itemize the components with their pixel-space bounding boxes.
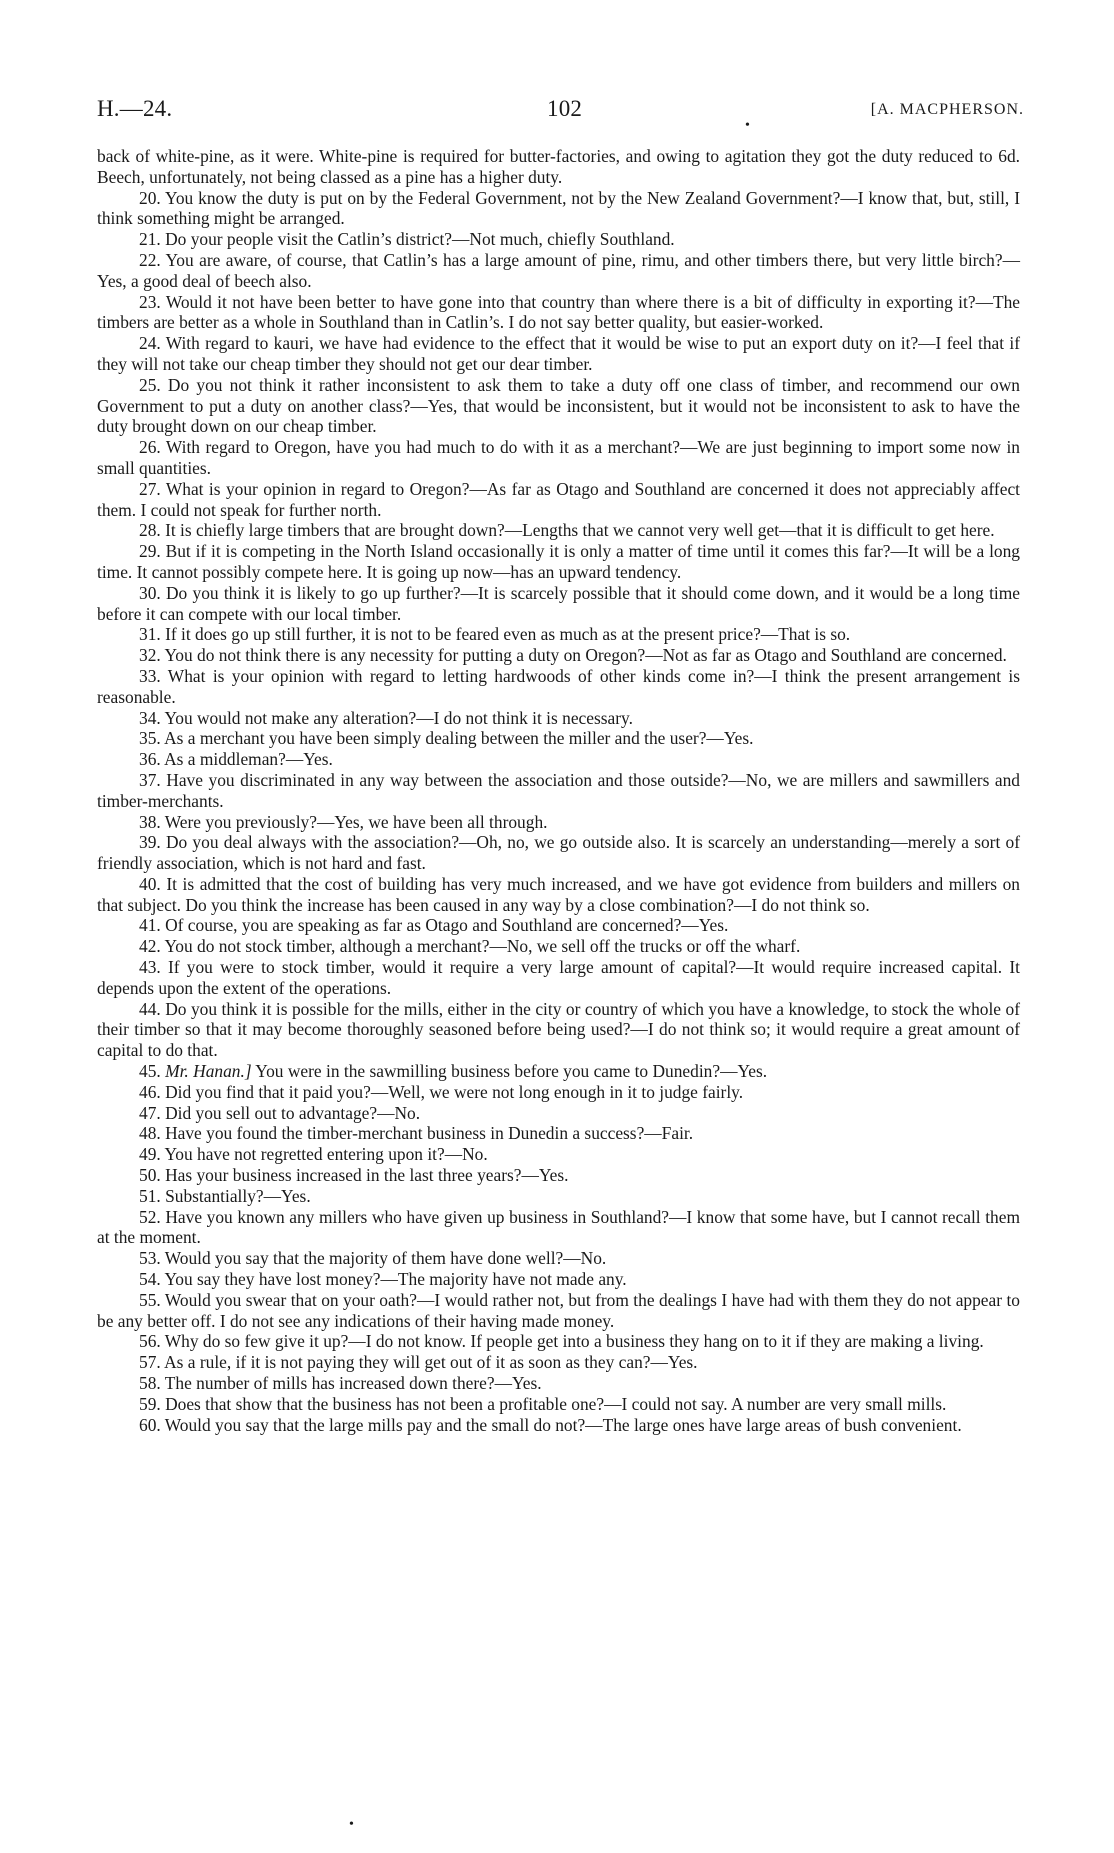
ink-speck: •: [745, 118, 751, 133]
question-answer-paragraph: 22. You are aware, of course, that Catlin’s has a large amount of pine, rimu, and other timbers there, but very little birch?—Yes, a good deal of beech also.: [97, 249, 1020, 291]
speaker-name: Mr. Hanan.]: [165, 1061, 252, 1082]
question-answer-paragraph: 35. As a merchant you have been simply dealing between the miller and the user?—Yes.: [139, 728, 754, 749]
paper-reference: H.—24.: [97, 96, 173, 121]
question-answer-paragraph: 57. As a rule, if it is not paying they will get out of it as soon as they can?—Yes.: [139, 1352, 698, 1373]
question-answer-paragraph: 53. Would you say that the majority of them have done well?—No.: [139, 1248, 607, 1269]
question-answer-paragraph: 37. Have you discriminated in any way between the association and those outside?—No, we are millers and sawmillers and timber-merchants.: [97, 769, 1020, 811]
witness-name: [A. MACPHERSON.: [870, 101, 1024, 118]
question-answer-paragraph: 39. Do you deal always with the association?—Oh, no, we go outside also. It is scarcely an understanding—merely a sort of friendly association, which is not hard and fast.: [97, 832, 1020, 874]
question-answer-paragraph: 51. Substantially?—Yes.: [139, 1185, 311, 1206]
question-answer-paragraph: 49. You have not regretted entering upon it?—No.: [139, 1144, 488, 1165]
document-body: [97, 146, 1020, 1435]
continued-paragraph: back of white-pine, as it were. White-pine is required for butter-factories, and owing to agitation they got the duty reduced to 6d. Beech, unfortunately, not being classed as a pine has a higher duty.: [97, 146, 1020, 187]
question-answer-paragraph: 31. If it does go up still further, it is not to be feared even as much as at the present price?—That is so.: [139, 624, 851, 645]
question-answer-paragraph: 34. You would not make any alteration?—I do not think it is necessary.: [139, 707, 633, 728]
question-answer-paragraph: 24. With regard to kauri, we have had evidence to the effect that it would be wise to put an export duty on it?—I feel that if they will not take our cheap timber they should not get our dear timber.: [97, 333, 1020, 374]
paragraph-text: You were in the sawmilling business before you came to Dunedin?—Yes.: [255, 1061, 768, 1082]
question-answer-paragraph: 59. Does that show that the business has not been a profitable one?—I could not say. A number are very small mills.: [139, 1393, 947, 1414]
question-answer-paragraph: 20. You know the duty is put on by the Federal Government, not by the New Zealand Government?—I know that, but, still, I think something might be arranged.: [97, 187, 1020, 229]
question-answer-paragraph: 55. Would you swear that on your oath?—I would rather not, but from the dealings I have had with them they do not appear to be any better off. I do not see any indications of their having made money.: [97, 1289, 1020, 1331]
question-answer-paragraph: 56. Why do so few give it up?—I do not know. If people get into a business they hang on to it if they are making a living.: [139, 1331, 984, 1352]
question-answer-paragraph: 48. Have you found the timber-merchant business in Dunedin a success?—Fair.: [139, 1123, 694, 1144]
question-answer-paragraph: 28. It is chiefly large timbers that are brought down?—Lengths that we cannot very well get—that it is difficult to get here.: [139, 520, 995, 541]
question-answer-paragraph: 43. If you were to stock timber, would it require a very large amount of capital?—It would require increased capital. It depends upon the extent of the operations.: [97, 957, 1020, 998]
question-answer-paragraph: 58. The number of mills has increased down there?—Yes.: [139, 1373, 542, 1394]
question-answer-paragraph: 25. Do you not think it rather inconsistent to ask them to take a duty off one class of timber, and recommend our own Government to put a duty on another class?—Yes, that would be inconsistent, but it would not be inconsistent to ask to have the duty brought down on our cheap timber.: [97, 374, 1020, 437]
question-answer-paragraph: 27. What is your opinion in regard to Oregon?—As far as Otago and Southland are concerned it does not appreciably affect them. I could not speak for further north.: [97, 478, 1020, 520]
question-answer-paragraph: 47. Did you sell out to advantage?—No.: [139, 1102, 421, 1123]
question-answer-paragraph: 21. Do your people visit the Catlin’s district?—Not much, chiefly Southland.: [139, 229, 675, 250]
question-answer-paragraph: 50. Has your business increased in the last three years?—Yes.: [139, 1165, 569, 1186]
question-answer-paragraph: 38. Were you previously?—Yes, we have been all through.: [139, 811, 548, 832]
page-header: [97, 96, 1024, 133]
question-answer-paragraph: 40. It is admitted that the cost of building has very much increased, and we have got evidence from builders and millers on that subject. Do you think the increase has been caused in any way by a close combination?—I do not think so.: [97, 873, 1020, 915]
question-answer-paragraph: 44. Do you think it is possible for the mills, either in the city or country of which you have a knowledge, to stock the whole of their timber so that it may become thoroughly seasoned before being used?—I do not think so; it would require a great amount of capital to do that.: [97, 998, 1020, 1061]
question-answer-paragraph: 29. But if it is competing in the North Island occasionally it is only a matter of time until it comes this far?—It will be a long time. It cannot possibly compete here. It is going up now—has an upward tendency.: [97, 541, 1020, 582]
question-answer-paragraph: [97, 1061, 1020, 1082]
question-answer-paragraph: 54. You say they have lost money?—The majority have not made any.: [139, 1269, 627, 1290]
page-number: 102: [547, 96, 583, 121]
question-answer-paragraph: 32. You do not think there is any necessity for putting a duty on Oregon?—Not as far as Otago and Southland are concerned.: [139, 645, 1007, 666]
question-answer-paragraph: 41. Of course, you are speaking as far as Otago and Southland are concerned?—Yes.: [139, 915, 729, 936]
question-answer-paragraph: 33. What is your opinion with regard to letting hardwoods of other kinds come in?—I think the present arrangement is reasonable.: [97, 665, 1020, 707]
question-answer-paragraph: 23. Would it not have been better to have gone into that country than where there is a bit of difficulty in exporting it?—The timbers are better as a whole in Southland than in Catlin’s. I do not say better quality, but easier-worked.: [97, 291, 1020, 333]
question-answer-paragraph: 36. As a middleman?—Yes.: [139, 749, 333, 770]
question-number: 45.: [139, 1061, 161, 1082]
question-answer-paragraph: 26. With regard to Oregon, have you had much to do with it as a merchant?—We are just beginning to import some now in small quantities.: [97, 437, 1020, 478]
question-answer-paragraph: 46. Did you find that it paid you?—Well, we were not long enough in it to judge fairly.: [139, 1081, 744, 1102]
ink-speck: •: [349, 1817, 354, 1832]
question-answer-paragraph: 60. Would you say that the large mills pay and the small do not?—The large ones have large areas of bush convenient.: [139, 1414, 962, 1435]
question-answer-paragraph: 42. You do not stock timber, although a merchant?—No, we sell off the trucks or off the wharf.: [139, 936, 801, 957]
question-answer-paragraph: 30. Do you think it is likely to go up further?—It is scarcely possible that it should come down, and it would be a long time before it can compete with our local timber.: [97, 582, 1020, 624]
question-answer-paragraph: 52. Have you known any millers who have given up business in Southland?—I know that some have, but I cannot recall them at the moment.: [97, 1206, 1020, 1248]
